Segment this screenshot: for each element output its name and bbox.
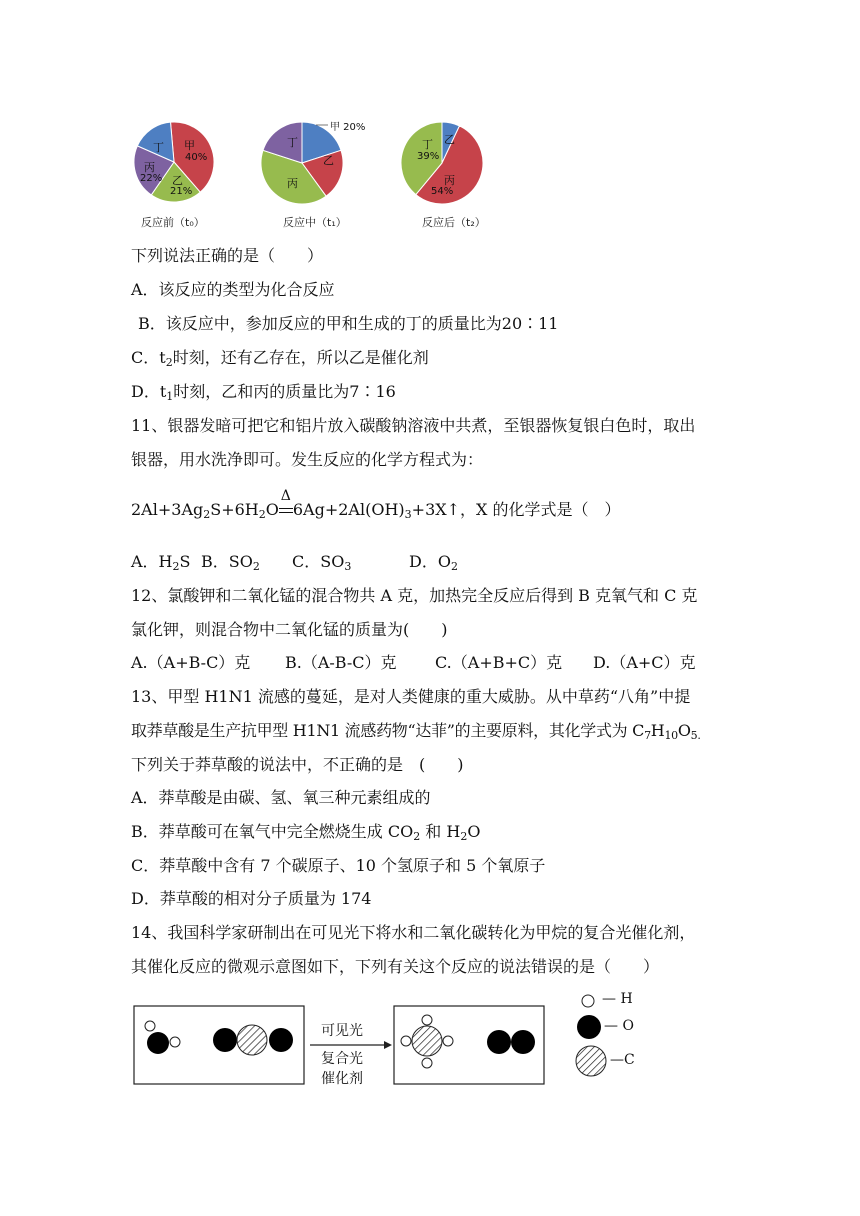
q14-line1: 14、我国科学家研制出在可见光下将水和二氧化碳转化为甲烷的复合光催化剂， (131, 923, 696, 942)
pie-middle-caption: 反应中（t₁） (283, 216, 347, 229)
pie-middle-label-bing: 丙 (287, 177, 298, 190)
q12-line1: 12、氯酸钾和二氧化锰的混合物共 A 克，加热完全反应后得到 B 克氧气和 C 克 (131, 586, 698, 605)
pie-after-label-yi: 乙 (444, 133, 455, 146)
c-atom (412, 1026, 442, 1056)
q12-line2: 氯化钾，则混合物中二氧化锰的质量为( ) (131, 620, 448, 639)
legend-h-atom (582, 995, 594, 1007)
h-atom (422, 1015, 432, 1025)
arrow-label-bottom-2: 催化剂 (321, 1071, 363, 1087)
pie-middle-label-jia: 甲 20% (330, 122, 366, 133)
legend-c-atom (576, 1046, 606, 1076)
q11-options: A．$H_2S$ B．$SO_2$ C．$SO_3$ D．$O_2$ (131, 552, 458, 573)
h-atom (145, 1021, 155, 1031)
q10-option-a: A．该反应的类型为化合反应 (131, 280, 335, 299)
q10-option-b: B．该反应中，参加反应的甲和生成的丁的质量比为20∶11 (138, 314, 559, 333)
pie-before-label-yi: 乙 (172, 174, 183, 187)
q14-line2: 其催化反应的微观示意图如下，下列有关这个反应的说法错误的是（ ） (131, 957, 660, 976)
h-atom (422, 1058, 432, 1068)
pie-before-label-jia-pct: 40% (185, 152, 208, 163)
q13-line3: 下列关于莽草酸的说法中，不正确的是 ( ) (131, 755, 464, 774)
q11-equation: $2Al+3Ag_2S+6H_2O$ Δ $6Ag+2Al(OH)_3+3X↑$，X 的化学式是（ ） (131, 488, 621, 521)
q13-option-c: C．莽草酸中含有 7 个碳原子、10 个氢原子和 5 个氧原子 (131, 856, 546, 875)
q10-option-d: D．$t_1$时刻，乙和丙的质量比为7∶16 (131, 382, 396, 403)
pie-before-label-jia: 甲 (184, 139, 195, 152)
o-atom (511, 1030, 535, 1054)
o-atom (487, 1030, 511, 1054)
q10-option-c: C．$t_2$时刻，还有乙存在，所以乙是催化剂 (131, 348, 429, 369)
q13-option-b: B．莽草酸可在氧气中完全燃烧生成 $CO_2$ 和 $H_2O$ (131, 822, 481, 843)
q11-line2: 银器，用水洗净即可。发生反应的化学方程式为： (131, 450, 484, 469)
pie-middle-label-yi: 乙 (323, 154, 334, 167)
reaction-diagram (0, 990, 860, 1110)
pie-before-label-bing-pct: 22% (140, 173, 163, 184)
pie-after-label-bing: 丙 (444, 174, 455, 187)
q13-line2: 取莽草酸是生产抗甲型 H1N1 流感药物“达菲”的主要原料，其化学式为 $C_7H_{10}O_{5.}$ (131, 721, 701, 742)
pie-before-label-yi-pct: 21% (170, 186, 193, 197)
pie-after-label-bing-pct: 54% (431, 186, 454, 197)
h-atom (401, 1036, 411, 1046)
q11-line1: 11、银器发暗可把它和铝片放入碳酸钠溶液中共煮，至银器恢复银白色时，取出 (131, 416, 696, 435)
arrow-head (384, 1041, 392, 1049)
o-atom (213, 1028, 237, 1052)
legend-o-label: — O (604, 1018, 634, 1034)
q13-option-a: A．莽草酸是由碳、氢、氧三种元素组成的 (131, 788, 431, 807)
pie-middle-label-ding: 丁 (287, 136, 298, 149)
legend-h-label: — H (602, 991, 633, 1007)
pie-before-caption: 反应前（t₀） (141, 216, 205, 229)
q13-line1: 13、甲型 H1N1 流感的蔓延，是对人类健康的重大威胁。从中草药“八角”中提 (131, 687, 691, 706)
h-atom (170, 1037, 180, 1047)
q13-option-d: D．莽草酸的相对分子质量为 174 (131, 889, 372, 908)
o-atom (269, 1028, 293, 1052)
arrow-label-top: 可见光 (321, 1023, 363, 1039)
pie-after-label-ding: 丁 (422, 138, 433, 151)
h-atom (443, 1036, 453, 1046)
legend-c-label: —C (610, 1052, 635, 1068)
c-atom (237, 1025, 267, 1055)
pie-before-label-bing: 丙 (144, 161, 155, 174)
pie-after-caption: 反应后（t₂） (422, 216, 486, 229)
q10-stem: 下列说法正确的是（ ） (131, 246, 324, 265)
pie-after-label-ding-pct: 39% (417, 151, 440, 162)
q12-options: A.（A+B-C）克 B.（A-B-C）克 C.（A+B+C）克 D.（A+C）克 (131, 653, 696, 672)
o-atom (147, 1032, 169, 1054)
equation-condition: Δ (279, 500, 293, 520)
legend-o-atom (577, 1015, 601, 1039)
arrow-label-bottom-1: 复合光 (321, 1051, 363, 1067)
pie-before-label-ding: 丁 (153, 141, 164, 154)
